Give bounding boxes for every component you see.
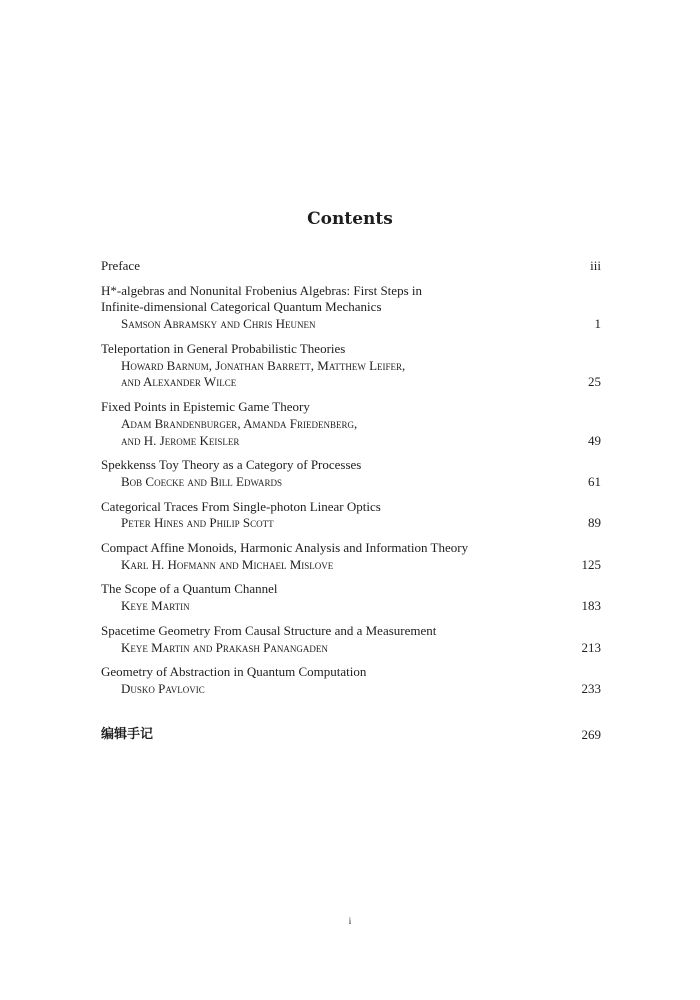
entry-authors-line: Keye Martin <box>121 598 190 614</box>
editor-notes-label: 编辑手记 <box>101 727 154 742</box>
entry-page-number: 125 <box>581 556 601 572</box>
table-of-contents <box>101 258 601 706</box>
entry-page-number: 213 <box>581 639 601 655</box>
entry-page-number: 233 <box>581 680 601 696</box>
toc-entry <box>101 457 601 491</box>
toc-entry <box>101 283 601 333</box>
entry-title-line: Categorical Traces From Single-photon Linear Optics <box>101 498 381 514</box>
entry-page-number: 183 <box>581 598 601 614</box>
entry-authors-line: Keye Martin and Prakash Panangaden <box>121 639 328 655</box>
editor-notes-entry <box>101 727 601 744</box>
entry-authors-line: Peter Hines and Philip Scott <box>121 515 274 531</box>
entry-authors-line: and Alexander Wilce <box>121 374 237 390</box>
entry-authors-line: Bob Coecke and Bill Edwards <box>121 473 282 489</box>
entry-page-number: 61 <box>588 473 601 489</box>
entry-title-line: Spacetime Geometry From Causal Structure and a Measurement <box>101 622 437 638</box>
entry-title-line: Teleportation in General Probabilistic Theories <box>101 340 346 356</box>
entry-title-line: Compact Affine Monoids, Harmonic Analysis and Information Theory <box>101 539 469 555</box>
entry-title-line: The Scope of a Quantum Channel <box>101 581 278 597</box>
entry-authors-line: Adam Brandenburger, Amanda Friedenberg, <box>121 415 358 431</box>
toc-entry <box>101 258 601 275</box>
entry-title-line: Fixed Points in Epistemic Game Theory <box>101 398 310 414</box>
toc-entry <box>101 664 601 698</box>
entry-page-number: iii <box>590 258 601 273</box>
entry-title-line: Geometry of Abstraction in Quantum Computation <box>101 664 367 680</box>
entry-page-number: 49 <box>588 432 601 448</box>
toc-entry <box>101 399 601 449</box>
toc-entry <box>101 341 601 391</box>
entry-authors-line: Howard Barnum, Jonathan Barrett, Matthew Leifer, <box>121 357 406 373</box>
toc-entry <box>101 581 601 615</box>
entry-title-line: H*-algebras and Nonunital Frobenius Algebras: First Steps in <box>101 282 422 298</box>
toc-entry <box>101 540 601 574</box>
toc-entry <box>101 499 601 533</box>
entry-authors-line: Karl H. Hofmann and Michael Mislove <box>121 556 334 572</box>
entry-page-number: 25 <box>588 374 601 390</box>
entry-page-number: 1 <box>594 316 601 332</box>
page-number: i <box>348 916 352 926</box>
entry-authors-line: Dusko Pavlovic <box>121 680 205 696</box>
page-title: Contents <box>307 209 393 229</box>
entry-page-number: 89 <box>588 515 601 531</box>
toc-entry <box>101 623 601 657</box>
entry-title-line: Infinite-dimensional Categorical Quantum Mechanics <box>101 299 382 315</box>
entry-title-line: Spekkenss Toy Theory as a Category of Processes <box>101 457 362 473</box>
entry-title-line: Preface <box>101 258 140 273</box>
entry-authors-line: Samson Abramsky and Chris Heunen <box>121 316 316 332</box>
entry-authors-line: and H. Jerome Keisler <box>121 432 240 448</box>
editor-notes-page: 269 <box>581 727 601 742</box>
